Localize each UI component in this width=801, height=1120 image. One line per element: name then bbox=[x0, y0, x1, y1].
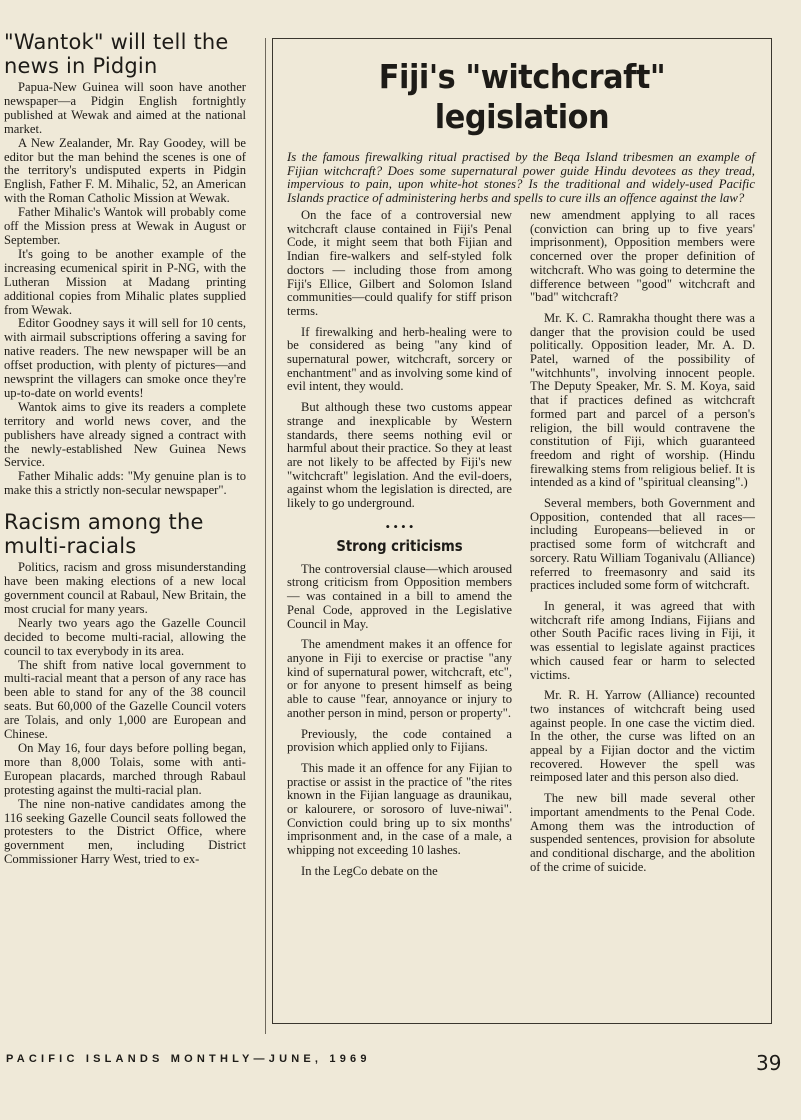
wantok-paragraph: A New Zealander, Mr. Ray Goodey, will be editor but the man behind the scenes is one of the territory's undisputed experts in Pidgin English, Father F. M. Mihalic, 52, an American with the Roman Catholic Mission at Wewak. bbox=[4, 135, 246, 206]
wantok-paragraph: Father Mihalic adds: "My genuine plan is to make this a strictly non-secular newspaper". bbox=[4, 469, 246, 498]
wantok-paragraph: Papua-New Guinea will soon have another newspaper—a Pidgin English fortnightly published at Wewak and aimed at the national market. bbox=[4, 80, 246, 136]
wantok-paragraph: Wantok aims to give its readers a complete territory and world news cover, and the publishers have already signed a contract with the newly-established New Guinea News Service. bbox=[4, 399, 246, 470]
racism-paragraph: The shift from native local government to multi-racial meant that a person of any race has been able to stand for any of the 38 council seats. But 60,000 of the Gazelle Council voters are Tolais, and only 1,000 are European and Chinese. bbox=[4, 657, 246, 742]
feature-paragraph: Mr. R. H. Yarrow (Alliance) recounted two instances of witchcraft being used against people. In one case the victim died. In the other, the curse was lifted on an appeal by a Fijian doctor and the victim recovered. However the spell was reimposed later and this person also died. bbox=[530, 688, 755, 785]
wantok-body bbox=[4, 81, 246, 498]
feature-paragraph: The amendment makes it an offence for anyone in Fiji to exercise or practise "any kind of supernatural power, witchcraft, etc", or for anyone to present himself as being able to cause "fear, annoyance or injury to another person in mind, person or property". bbox=[287, 637, 512, 720]
wantok-paragraph: Editor Goodney says it will sell for 10 cents, with airmail subscriptions offering a saving for native readers. The new newspaper will be an offset production, with plenty of pictures—and newsprint the villagers can smoke once they're up-to-date on world events! bbox=[4, 316, 246, 400]
feature-paragraph: Previously, the code contained a provision which applied only to Fijians. bbox=[287, 726, 512, 755]
racism-paragraph: Politics, racism and gross misunderstanding have been making elections of a new local government council at Rabaul, New Britain, the most crucial for many years. bbox=[4, 560, 246, 616]
feature-paragraph: This made it an offence for any Fijian to practise or assist in the practice of "the rites known in the Fijian language as draunikau, or kalourere, or sorosoro of luve-niwai". Conviction could bring up to six months' imprisonment and, in the case of a male, a whipping not exceeding 10 lashes. bbox=[287, 760, 512, 858]
feature-paragraph: The controversial clause—which aroused strong criticism from Opposition members — was contained in a bill to amend the Penal Code, approved in the Legislative Council in May. bbox=[287, 561, 512, 631]
publication-footer: PACIFIC ISLANDS MONTHLY—JUNE, 1969 bbox=[6, 1053, 371, 1065]
feature-subhead: Strong criticisms bbox=[336, 536, 463, 555]
feature-column-2 bbox=[530, 209, 755, 874]
feature-paragraph: In the LegCo debate on the bbox=[301, 863, 438, 878]
left-column bbox=[4, 30, 246, 867]
racism-paragraph: The nine non-native candidates among the 116 seeking Gazelle Council seats followed the protesters to the District Office, where government men, including District Commissioner Harry West, tried to ex- bbox=[4, 796, 246, 867]
feature-column-1 bbox=[287, 209, 512, 879]
feature-paragraph: If firewalking and herb-healing were to be considered as being "any kind of supernatural power, witchcraft, sorcery or enchantment" and as involving some kind of evil intent, they would. bbox=[287, 324, 512, 394]
wantok-headline: "Wantok" will tell the news in Pidgin bbox=[4, 30, 229, 78]
feature-paragraph: The new bill made several other important amendments to the Penal Code. Among them was the introduction of suspended sentences, provision for absolute and conditional discharge, and the abolition of the crime of suicide. bbox=[530, 791, 755, 874]
feature-paragraph: new amendment applying to all races (conviction can bring up to five years' imprisonment), Opposition members were concerned over the proper definition of witchcraft. Who was going to determine the difference between "good" witchcraft and "bad" witchcraft? bbox=[530, 208, 755, 305]
racism-body bbox=[4, 561, 246, 867]
racism-headline: Racism among the multi-racials bbox=[4, 510, 204, 559]
feature-paragraph: Several members, both Government and Opposition, contended that all races—including Europeans—believed in or practised some form of witchcraft and sorcery. Ratu William Toganivalu (Alliance) referred to freemasonry and said its practices included some form of witchcraft. bbox=[530, 496, 755, 593]
page-number: 39 bbox=[756, 1051, 782, 1075]
column-divider bbox=[265, 38, 266, 1034]
feature-title: Fiji's "witchcraft" legislation bbox=[378, 57, 666, 136]
section-ornament: • • • • bbox=[385, 518, 414, 534]
wantok-paragraph: It's going to be another example of the increasing ecumenical spirit in P-NG, with the Lutheran Mission at Madang printing additional copies from Mihalic plates supplied from Wewak. bbox=[4, 246, 246, 317]
fiji-feature-box bbox=[272, 38, 772, 1024]
feature-intro: Is the famous firewalking ritual practised by the Beqa Island tribesmen an example of Fijian witchcraft? Does some supernatural power guide Hindu devotees as they tread, impervious to pain, upon white-hot stones? Is the traditional and widely-used Pacific Islands practice of administering herbs and spells to cure ills an offence against the law? bbox=[287, 150, 755, 205]
wantok-paragraph: Father Mihalic's Wantok will probably come off the Mission press at Wewak in August or September. bbox=[4, 205, 246, 247]
feature-paragraph: But although these two customs appear strange and inexplicable by Western standards, there seems nothing evil or harmful about their practice. So they at least are not likely to be affected by Fiji's new "witchcraft" legislation. And the evil-doers, against whom the legislation is directed, are likely to go underground. bbox=[287, 400, 512, 511]
racism-paragraph: On May 16, four days before polling began, more than 8,000 Tolais, some with anti-European placards, marched through Rabaul protesting against the multi-racial plan. bbox=[4, 740, 246, 797]
racism-paragraph: Nearly two years ago the Gazelle Council decided to become multi-racial, allowing the council to tax everybody in its area. bbox=[4, 615, 246, 658]
feature-paragraph: On the face of a controversial new witchcraft clause contained in Fiji's Penal Code, it might seem that both Fijian and Indian fire-walkers and self-styled folk doctors — including those from among Fiji's Ellice, Gilbert and Solomon Island communities—could qualify for stiff prison terms. bbox=[287, 208, 512, 318]
feature-paragraph: Mr. K. C. Ramrakha thought there was a danger that the provision could be used politically. Opposition leader, Mr. A. D. Patel, warned of the possibility of "witchhunts", involving innocent people. The Deputy Speaker, Mr. S. M. Koya, said that if practices defined as witchcraft formed part and parcel of a person's religion, the bill would contravene the constitution of Fiji, which guaranteed freedom and right of worship. (Hindu firewalking stems from religious belief. It is intended as a kind of "spiritual cleansing".) bbox=[530, 310, 755, 490]
feature-paragraph: In general, it was agreed that with witchcraft rife among Indians, Fijians and other South Pacific races living in Fiji, it was essential to legislate against practices which caused fear or harm to selected victims. bbox=[530, 598, 755, 682]
